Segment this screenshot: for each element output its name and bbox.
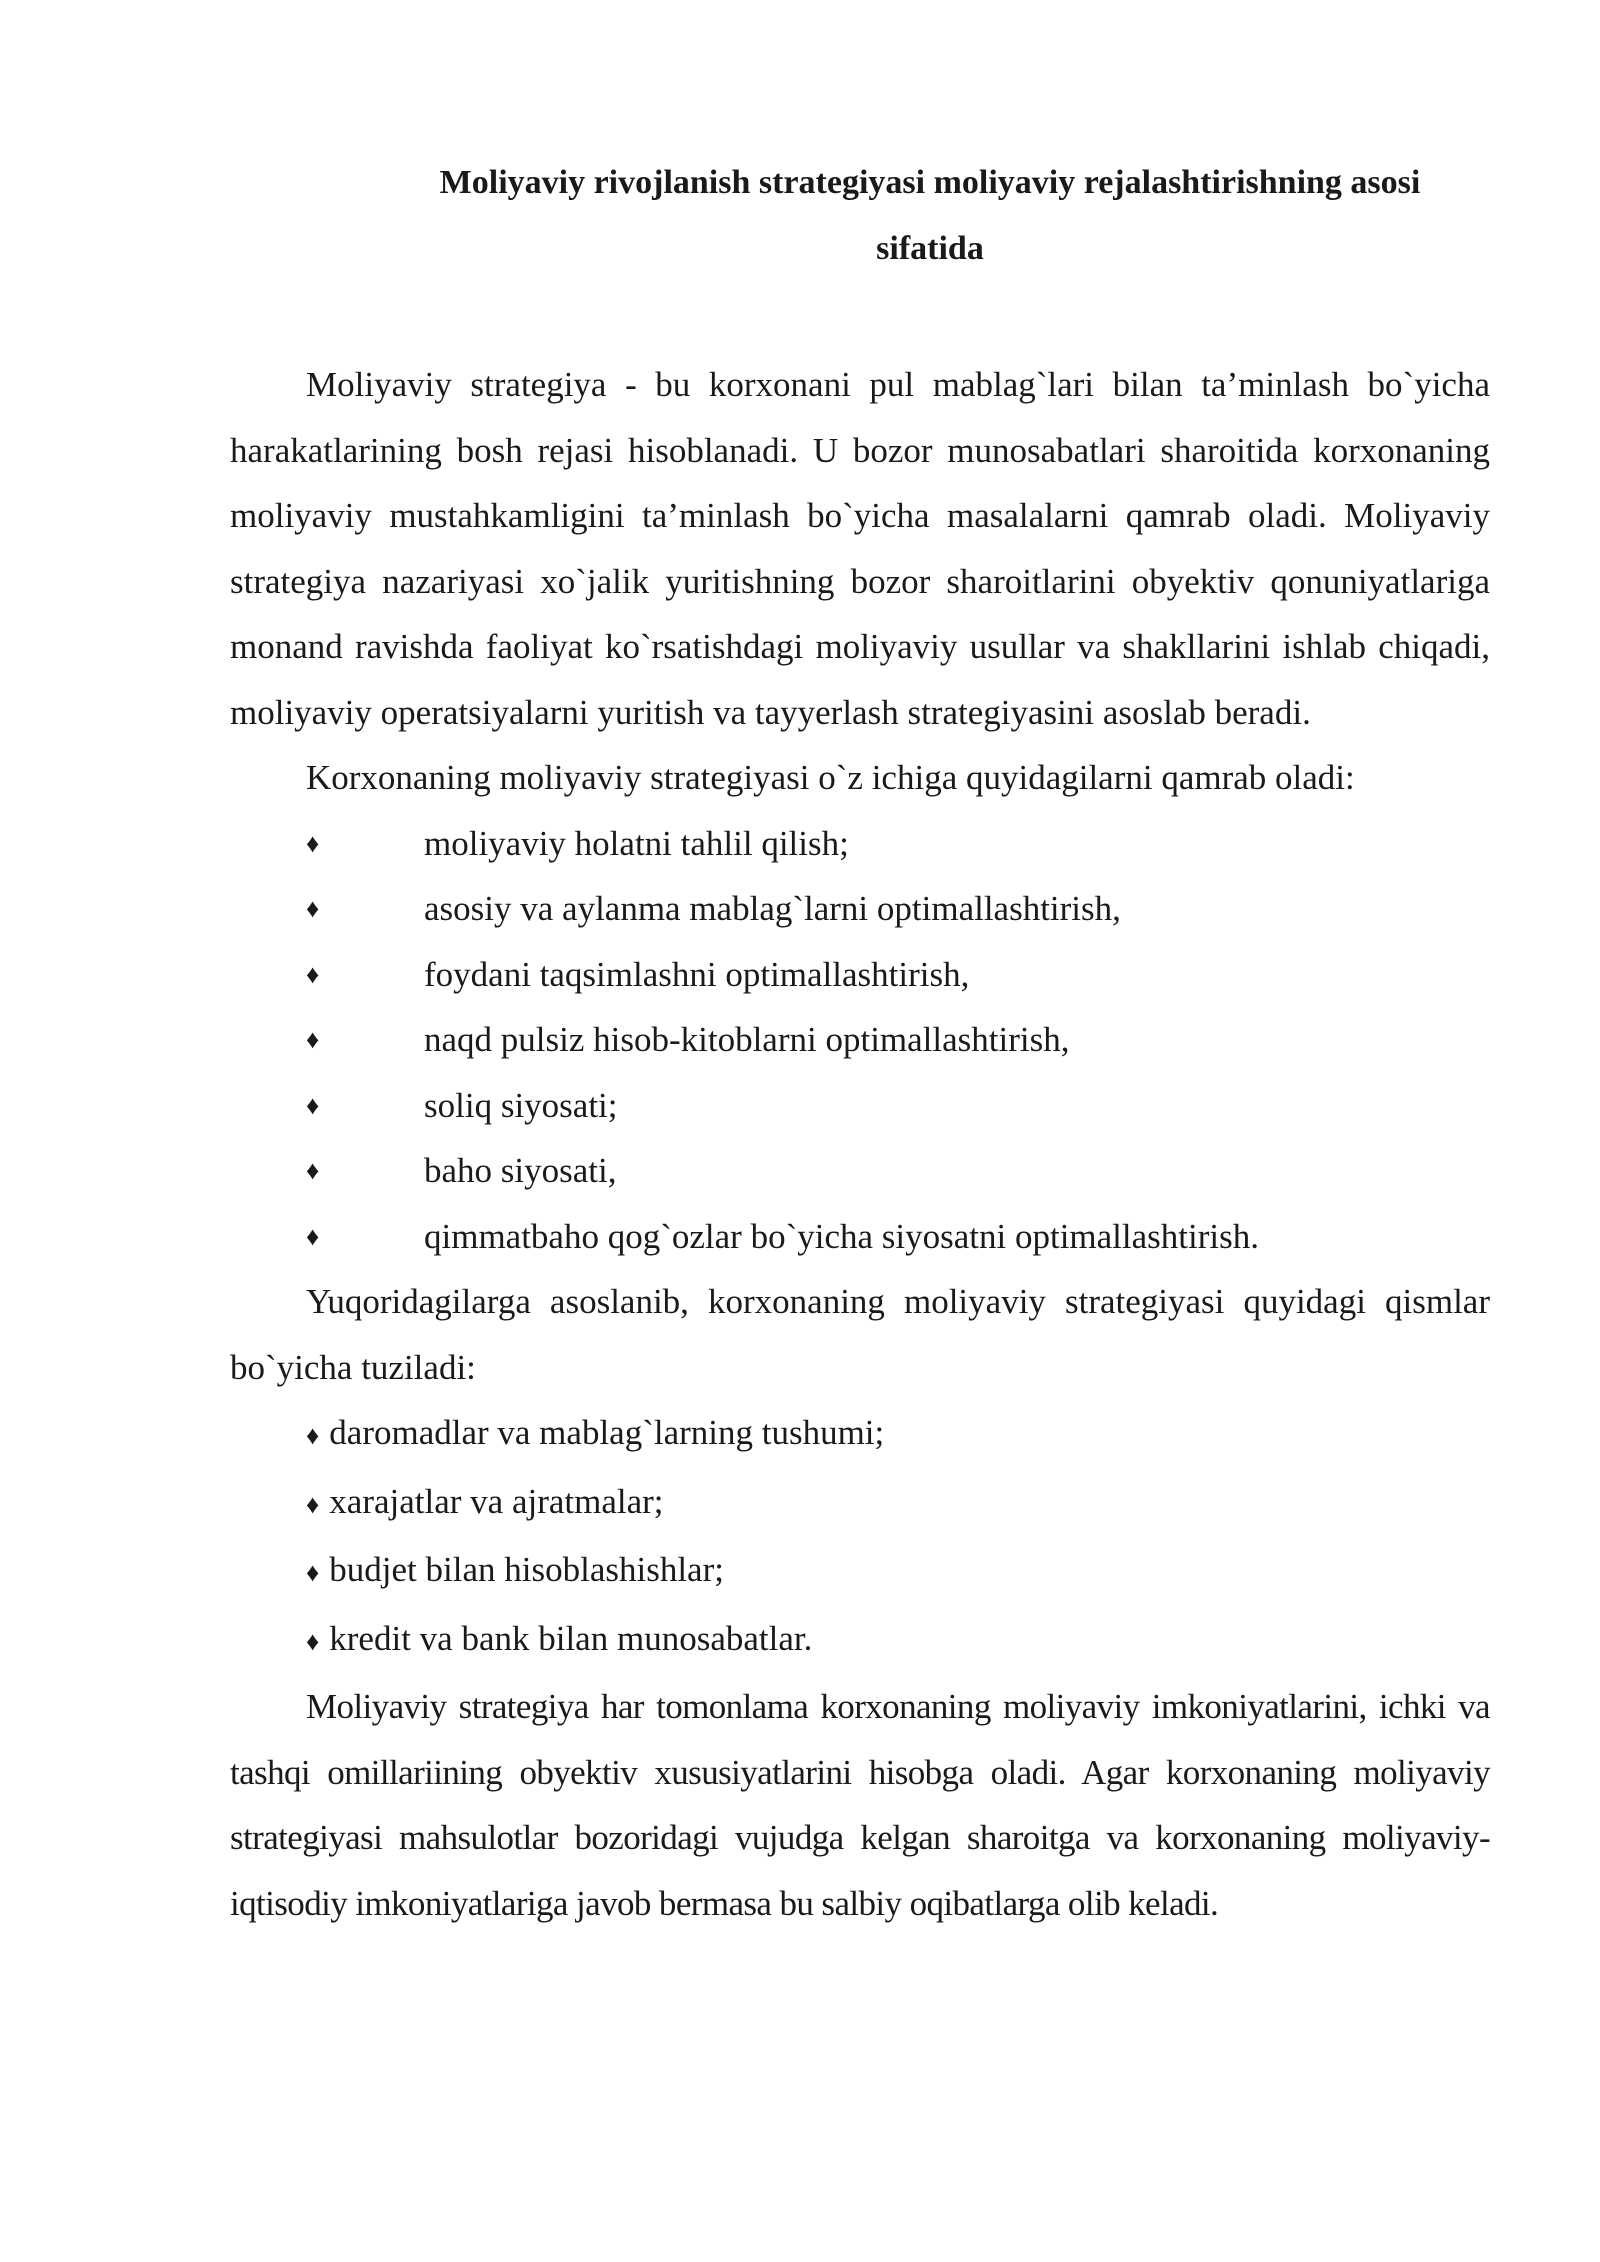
diamond-bullet-icon: ♦ (306, 1421, 320, 1450)
list-item (230, 1537, 1490, 1606)
diamond-bullet-icon: ♦ (306, 1489, 320, 1519)
list-item-text: budjet bilan hisoblashishlar; (329, 1550, 724, 1589)
list-item-text: moliyaviy holatni tahlil qilish; (424, 823, 849, 863)
strategy-components-list (230, 811, 1490, 1270)
list-item-text: qimmatbaho qog`ozlar bo`yicha siyosatni optimallashtirish. (424, 1216, 1259, 1256)
diamond-bullet-icon: ♦ (306, 1558, 320, 1587)
list-item-text: xarajatlar va ajratmalar; (329, 1481, 664, 1521)
diamond-bullet-icon: ♦ (306, 959, 320, 989)
diamond-bullet-icon: ♦ (306, 894, 320, 923)
document-page (230, 150, 1490, 1936)
list-item (230, 1400, 1490, 1469)
document-title (230, 150, 1490, 282)
list-item (230, 942, 1490, 1008)
diamond-bullet-icon: ♦ (306, 828, 320, 858)
list-item (230, 1469, 1490, 1538)
list-item-text: soliq siyosati; (424, 1085, 618, 1125)
paragraph-parts-intro: Yuqoridagilarga asoslanib, korxonaning moliyaviy strategiyasi quyidagi qismlar bo`yicha tuziladi: (230, 1282, 1490, 1387)
diamond-bullet-icon: ♦ (306, 1221, 320, 1251)
strategy-parts-list (230, 1400, 1490, 1674)
list-item (230, 1606, 1490, 1675)
list-item (230, 1007, 1490, 1073)
paragraph-intro: Moliyaviy strategiya - bu korxonani pul mablag`lari bilan ta’minlash bo`yicha harakatlarining bosh rejasi hisoblanadi. U bozor munosabatlari sharoitida korxonaning moliyaviy mustahkamligini ta’minlash bo`yicha masalalarni qamrab oladi. Moliyaviy strategiya nazariyasi xo`jalik yuritishning bozor sharoitlarini obyektiv qonuniyatlariga monand ravishda faoliyat ko`rsatishdagi moliyaviy usullar va shakllarini ishlab chiqadi, moliyaviy operatsiyalarni yuritish va tayyerlash strategiyasini asoslab beradi. (230, 365, 1490, 732)
list-item (230, 876, 1490, 942)
list-item-text: baho siyosati, (424, 1151, 617, 1190)
list-item-text: naqd pulsiz hisob-kitoblarni optimallashtirish, (424, 1020, 1070, 1059)
list-item (230, 1073, 1490, 1139)
list-item (230, 1138, 1490, 1204)
list-item-text: kredit va bank bilan munosabatlar. (329, 1618, 813, 1658)
diamond-bullet-icon: ♦ (306, 1626, 320, 1656)
paragraph-list-intro: Korxonaning moliyaviy strategiyasi o`z ichiga quyidagilarni qamrab oladi: (306, 758, 1355, 797)
diamond-bullet-icon: ♦ (306, 1025, 320, 1054)
diamond-bullet-icon: ♦ (306, 1156, 320, 1185)
diamond-bullet-icon: ♦ (306, 1090, 320, 1120)
list-item-text: asosiy va aylanma mablag`larni optimallashtirish, (424, 889, 1121, 928)
list-item-text: daromadlar va mablag`larning tushumi; (329, 1413, 885, 1452)
title-line-1: Moliyaviy rivojlanish strategiyasi moliyaviy rejalashtirishning asosi (439, 164, 1421, 201)
title-line-2: sifatida (876, 230, 984, 267)
list-item (230, 1204, 1490, 1270)
list-item (230, 811, 1490, 877)
paragraph-conclusion: Moliyaviy strategiya har tomonlama korxonaning moliyaviy imkoniyatlarini, ichki va tashqi omillariining obyektiv xususiyatlarini hisobga oladi. Agar korxonaning moliyaviy strategiyasi mahsulotlar bozoridagi vujudga kelgan sharoitga va korxonaning moliyaviy-iqtisodiy imkoniyatlariga javob bermasa bu salbiy oqibatlarga olib keladi. (230, 1687, 1490, 1923)
list-item-text: foydani taqsimlashni optimallashtirish, (424, 954, 970, 994)
